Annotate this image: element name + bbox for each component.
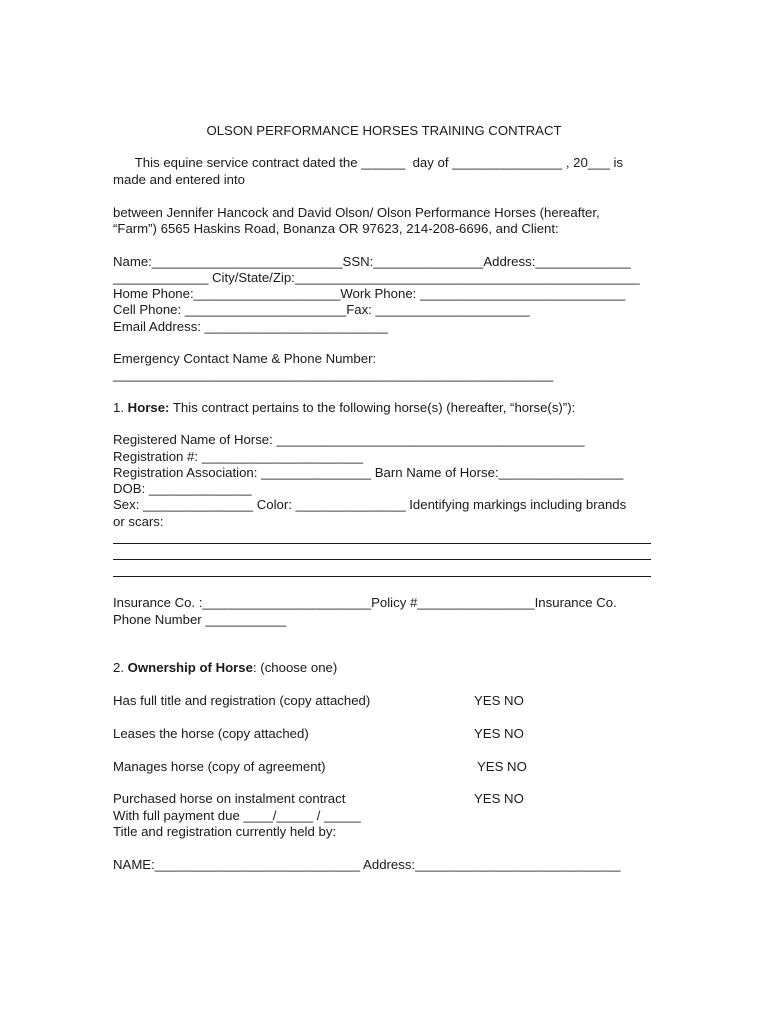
insurance-line-1: Insurance Co. :_______________________Policy #________________Insurance Co.	[113, 595, 617, 610]
client-city-state-zip: _____________ City/State/Zip:_______________________________________________	[113, 270, 640, 285]
markings-blank-line	[113, 576, 651, 577]
scars-label: or scars:	[113, 514, 164, 529]
section-2-heading	[113, 660, 337, 676]
section-2-title: Ownership of Horse	[127, 660, 253, 675]
client-email: Email Address: _________________________	[113, 319, 388, 334]
ownership-option-choice: YES NO	[477, 759, 527, 774]
sex-color-markings-field: Sex: _______________ Color: _______________ Identifying markings including brands	[113, 497, 627, 512]
title-held-by-label: Title and registration currently held by:	[113, 824, 337, 839]
ownership-option-label: Has full title and registration (copy attached)	[113, 693, 371, 708]
section-1-number: 1.	[113, 400, 128, 415]
section-1-text: This contract pertains to the following horse(s) (hereafter, “horse(s)”):	[169, 400, 576, 415]
ownership-option-choice: YES NO	[474, 693, 524, 708]
client-name-ssn-address: Name:__________________________SSN:_______________Address:_____________	[113, 254, 631, 269]
markings-blank-line	[113, 559, 651, 560]
client-cell-fax: Cell Phone: ______________________Fax: _____________________	[113, 302, 530, 317]
ownership-option-choice: YES NO	[474, 726, 524, 741]
intro-line-3: between Jennifer Hancock and David Olson/ Olson Performance Horses (hereafter,	[113, 205, 600, 220]
ownership-option-label: Leases the horse (copy attached)	[113, 726, 309, 741]
registration-association-field: Registration Association: _______________ Barn Name of Horse:_________________	[113, 465, 624, 480]
markings-blank-line	[113, 543, 651, 544]
ownership-option-label: Purchased horse on instalment contract	[113, 791, 346, 806]
emergency-contact-label: Emergency Contact Name & Phone Number:	[113, 351, 377, 366]
holder-name-address-field: NAME:____________________________ Address:____________________________	[113, 857, 621, 872]
dob-field: DOB: ______________	[113, 481, 252, 496]
document-title: OLSON PERFORMANCE HORSES TRAINING CONTRACT	[206, 123, 562, 138]
emergency-contact-blank: ____________________________________________________________	[113, 367, 554, 382]
payment-due-field: With full payment due ____/_____ / _____	[113, 808, 361, 823]
section-2-text: : (choose one)	[252, 660, 338, 675]
ownership-option-label: Manages horse (copy of agreement)	[113, 759, 326, 774]
registration-number-field: Registration #: ______________________	[113, 449, 364, 464]
section-1-heading	[113, 400, 575, 416]
intro-line-2: made and entered into	[113, 172, 245, 187]
registered-name-field: Registered Name of Horse: __________________________________________	[113, 432, 585, 447]
section-2-number: 2.	[113, 660, 128, 675]
ownership-option-choice: YES NO	[474, 791, 524, 806]
insurance-line-2: Phone Number ___________	[113, 612, 287, 627]
client-phones: Home Phone:____________________Work Phone: ____________________________	[113, 286, 626, 301]
intro-line-4: “Farm”) 6565 Haskins Road, Bonanza OR 97623, 214-208-6696, and Client:	[113, 221, 559, 236]
section-1-title: Horse:	[127, 400, 170, 415]
intro-line-1: This equine service contract dated the ______ day of _______________ , 20___ is	[113, 155, 624, 170]
